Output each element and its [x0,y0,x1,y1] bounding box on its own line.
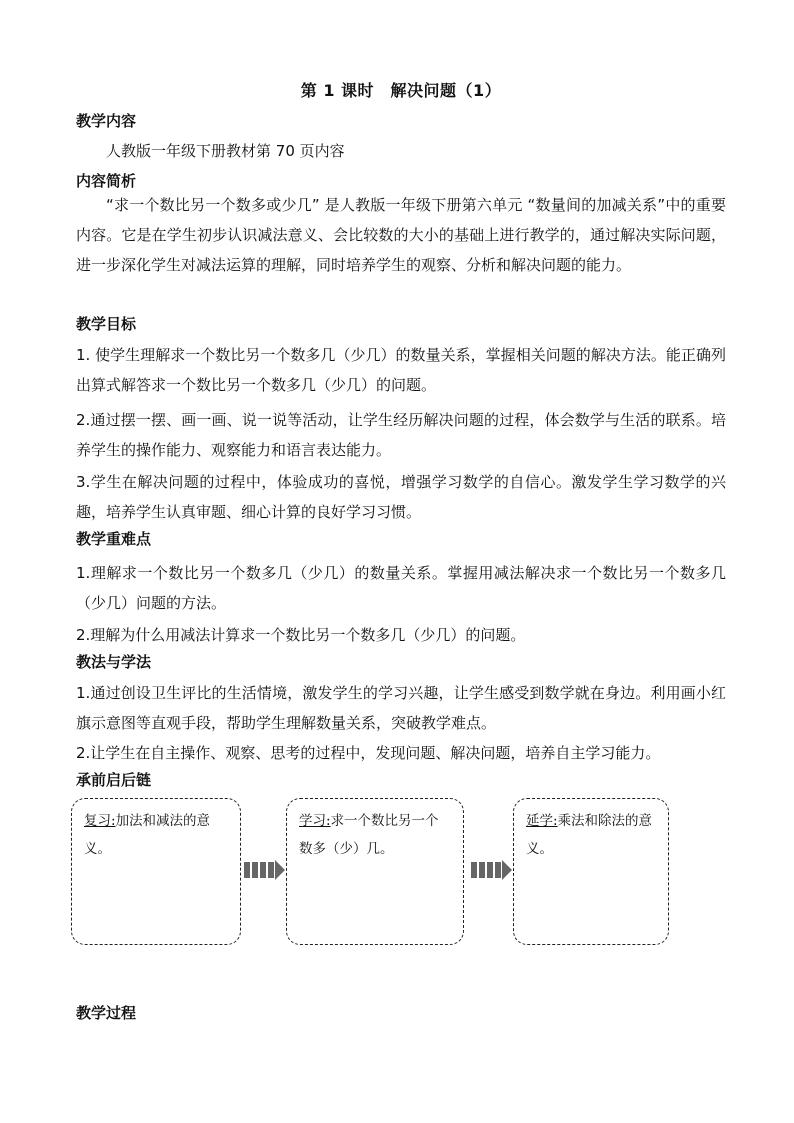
chain-box-extend-label: 延学: [526,813,558,829]
heading-teaching-process: 教学过程 [76,1004,137,1022]
arrow-right-icon [244,860,286,882]
method-item-2: 2.让学生在自主操作、观察、思考的过程中，发现问题、解决问题，培养自主学习能力。 [76,744,661,762]
chain-box-learn-label: 学习: [299,813,331,829]
goal-item-3: 3.学生在解决问题的过程中，体验成功的喜悦，增强学习数学的自信心。激发学生学习数学的兴趣，培养学生认真审题、细心计算的良好学习习惯。 [76,473,726,521]
goal-item-2: 2.通过摆一摆、画一画、说一说等活动，让学生经历解决问题的过程，体会数学与生活的联系。培养学生的操作能力、观察能力和语言表达能力。 [76,411,726,459]
lesson-title: 第 1 课时 解决问题（1） [300,81,502,100]
teaching-content-text: 人教版一年级下册教材第 70 页内容 [106,142,345,160]
heading-content-analysis: 内容简析 [76,172,137,190]
content-analysis-text: “求一个数比另一个数多或少几” 是人教版一年级下册第六单元 “数量间的加减关系”中的重要内容。它是在学生初步认识减法意义、会比较数的大小的基础上进行教学的，通过解决实际问题，进一步深化学生对减法运算的理解，同时培养学生的观察、分析和解决问题的能力。 [76,196,726,274]
chain-box-review [71,798,241,945]
arrow-right-icon [471,860,513,882]
chain-box-extend [513,798,669,945]
heading-teaching-content: 教学内容 [76,112,137,130]
chain-box-extend-text: 乘法和除法的意义。 [526,813,653,857]
goal-item-1: 1. 使学生理解求一个数比另一个数多几（少几）的数量关系，掌握相关问题的解决方法。能正确列出算式解答求一个数比另一个数多几（少几）的问题。 [76,346,726,394]
concept-chain-diagram [76,798,676,948]
chain-box-review-text: 加法和减法的意义。 [84,813,211,857]
heading-methods: 教法与学法 [76,653,152,671]
keypoint-item-2: 2.理解为什么用减法计算求一个数比另一个数多几（少几）的问题。 [76,626,526,644]
method-item-1: 1.通过创设卫生评比的生活情境，激发学生的学习兴趣，让学生感受到数学就在身边。利用画小红旗示意图等直观手段，帮助学生理解数量关系，突破教学难点。 [76,684,726,732]
chain-box-learn-text: 求一个数比另一个数多（少）几。 [299,813,439,857]
heading-teaching-goals: 教学目标 [76,315,137,333]
chain-box-learn [286,798,464,945]
keypoint-item-1: 1.理解求一个数比另一个数多几（少几）的数量关系。掌握用减法解决求一个数比另一个数多几（少几）问题的方法。 [76,564,726,612]
heading-key-points: 教学重难点 [76,530,152,548]
chain-box-review-label: 复习: [84,813,116,829]
heading-chain: 承前启后链 [76,771,152,789]
